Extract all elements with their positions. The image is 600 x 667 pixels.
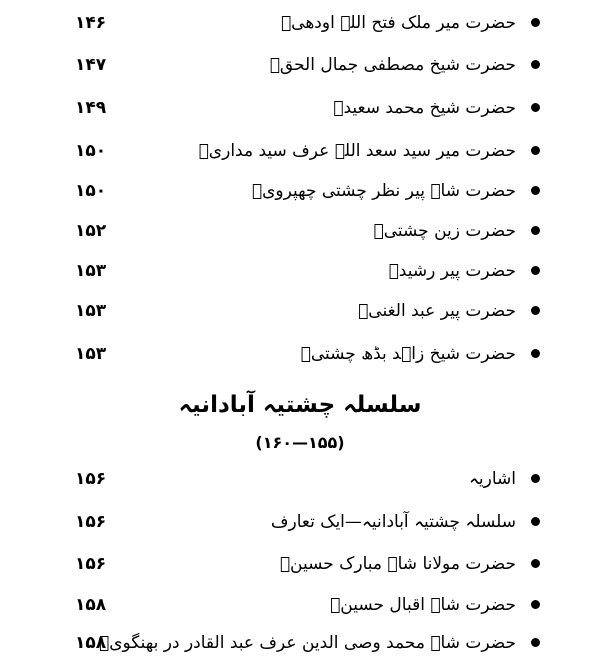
bullet-icon (531, 103, 540, 112)
bullet-icon (531, 60, 540, 69)
bullet-icon (531, 306, 540, 315)
page-number: ۱۴۶ (75, 13, 107, 33)
bullet-icon (531, 226, 540, 235)
page-number: ۱۵۳ (75, 301, 107, 321)
toc-entry (0, 628, 600, 658)
toc-entry (0, 296, 600, 326)
page-number: ۱۵۶ (75, 512, 107, 532)
entry-title: حضرت زین چشتیؒ (373, 221, 516, 241)
entry-title: حضرت پیر عبد الغنیؒ (358, 301, 516, 321)
bullet-icon (531, 517, 540, 526)
page-number: ۱۵۶ (75, 554, 107, 574)
entry-title: حضرت شاہ محمد وصی الدین عرف عبد القادر در بھنگویؒ (99, 633, 516, 653)
toc-entry (0, 8, 600, 38)
page-number: ۱۴۹ (75, 98, 107, 118)
toc-entry (0, 50, 600, 80)
toc-entry (0, 339, 600, 369)
page-number: ۱۵۸ (75, 633, 107, 653)
toc-entry (0, 590, 600, 620)
toc-entry (0, 256, 600, 286)
entry-title: حضرت میر سید سعد اللہ عرف سید مداریؒ (198, 141, 516, 161)
page-number: ۱۵۲ (75, 221, 107, 241)
entry-title: حضرت شیخ محمد سعیدؒ (333, 98, 516, 118)
section-heading: سلسلہ چشتیہ آبادانیہ (178, 392, 422, 418)
bullet-icon (531, 18, 540, 27)
entry-title: حضرت مولانا شاہ مبارک حسینؒ (279, 554, 516, 574)
bullet-icon (531, 186, 540, 195)
entry-title: حضرت شیخ زاہد بڈھ چشتیؒ (300, 344, 516, 364)
bullet-icon (531, 349, 540, 358)
entry-title: حضرت شیخ مصطفی جمال الحقؒ (269, 55, 516, 75)
entry-title: حضرت پیر رشیدؒ (388, 261, 516, 281)
entry-title: سلسلہ چشتیہ آبادانیہ—ایک تعارف (270, 512, 516, 532)
bullet-icon (531, 559, 540, 568)
entry-title: حضرت شاہ پیر نظر چشتی چھپرویؒ (251, 181, 516, 201)
entry-title: اشاریہ (468, 469, 516, 489)
page-number: ۱۵۳ (75, 344, 107, 364)
bullet-icon (531, 474, 540, 483)
bullet-icon (531, 600, 540, 609)
page-number: ۱۵۰ (75, 181, 107, 201)
toc-entry (0, 464, 600, 494)
toc-entry (0, 136, 600, 166)
section-page-range: (۱۵۵—۱۶۰) (255, 433, 345, 452)
toc-entry (0, 93, 600, 123)
page-number: ۱۵۰ (75, 141, 107, 161)
page-number: ۱۵۶ (75, 469, 107, 489)
page-number: ۱۵۸ (75, 595, 107, 615)
bullet-icon (531, 146, 540, 155)
toc-entry (0, 176, 600, 206)
bullet-icon (531, 266, 540, 275)
entry-title: حضرت میر ملک فتح اللہ اودھیؒ (280, 13, 516, 33)
toc-entry (0, 507, 600, 537)
page-number: ۱۴۷ (75, 55, 107, 75)
toc-entry (0, 216, 600, 246)
toc-entry (0, 549, 600, 579)
bullet-icon (531, 638, 540, 647)
entry-title: حضرت شاہ اقبال حسینؒ (330, 595, 516, 615)
page-number: ۱۵۳ (75, 261, 107, 281)
